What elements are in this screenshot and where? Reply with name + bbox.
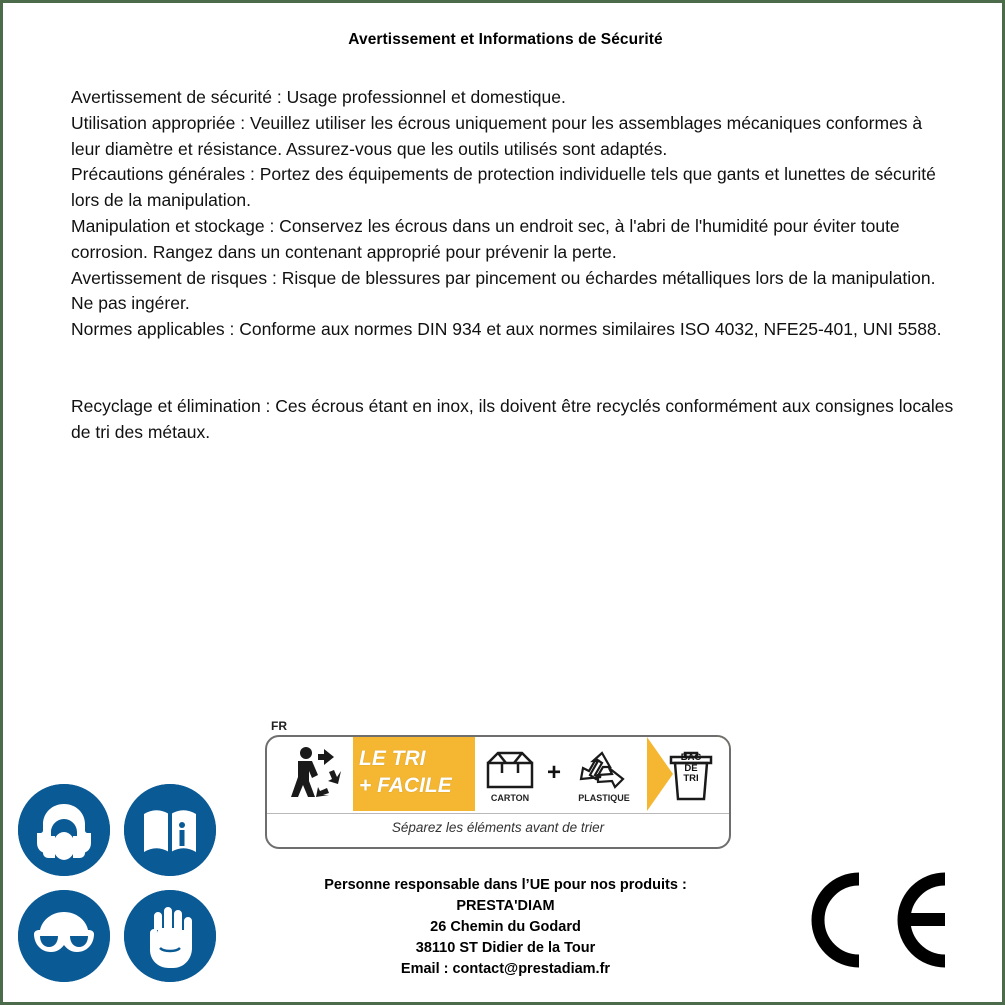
plus-icon: + <box>547 759 562 786</box>
bin-label-line1: BAC <box>680 752 702 763</box>
responsible-company: PRESTA'DIAM <box>456 898 555 914</box>
plastic-recycle-icon <box>573 749 631 791</box>
responsible-heading: Personne responsable dans l’UE pour nos produits : <box>324 877 687 893</box>
safety-information-body <box>71 85 956 446</box>
ear-protection-icon <box>18 784 110 876</box>
bin-label-line2: DE <box>684 762 698 774</box>
carton-label: CARTON <box>490 793 530 803</box>
recycling-label <box>265 719 727 854</box>
read-instructions-icon <box>124 784 216 876</box>
responsible-email: Email : contact@prestadiam.fr <box>400 961 611 977</box>
triman-figure-icon <box>277 743 351 805</box>
carton-icon <box>482 749 538 791</box>
triman-caption: Séparez les éléments avant de trier <box>267 813 729 835</box>
triman-language-label: FR <box>271 719 287 733</box>
paragraph-applicable-standards: Normes applicables : Conforme aux normes DIN 934 et aux normes similaires ISO 4032, NFE25-401, UNI 5588. <box>71 319 942 340</box>
paragraph-spacer <box>71 343 956 394</box>
paragraph-recycling: Recyclage et élimination : Ces écrous étant en inox, ils doivent être recyclés conformément aux consignes locales de tri des métaux. <box>71 395 954 442</box>
paragraph-handling-storage: Manipulation et stockage : Conservez les écrous dans un endroit sec, à l'abri de l'humidité pour éviter toute corrosion. Rangez dans un contenant approprié pour prévenir la perte. <box>71 215 900 262</box>
ce-mark-icon <box>803 865 953 975</box>
responsible-address-line1: 26 Chemin du Godard <box>430 919 581 935</box>
responsible-address-line2: 38110 ST Didier de la Tour <box>415 940 596 956</box>
triman-slogan-line2: + FACILE <box>359 774 452 797</box>
paragraph-safety-warning: Avertissement de sécurité : Usage professionnel et domestique. <box>71 87 566 107</box>
paragraph-general-precautions: Précautions générales : Portez des équipements de protection individuelle tels que gants et lunettes de sécurité lors de la manipulation. <box>71 164 936 211</box>
page-title: Avertissement et Informations de Sécurité <box>348 31 663 48</box>
paragraph-appropriate-use: Utilisation appropriée : Veuillez utiliser les écrous uniquement pour les assemblages mécaniques conformes à leur diamètre et résistance. Assurez-vous que les outils utilisés sont adaptés. <box>71 112 923 159</box>
bin-label-line3: TRI <box>683 773 699 784</box>
paragraph-risk-warning: Avertissement de risques : Risque de blessures par pincement ou échardes métalliques lors de la manipulation. Ne pas ingérer. <box>71 267 936 314</box>
triman-slogan-line1: LE TRI <box>359 747 426 770</box>
triman-slogan <box>359 745 471 799</box>
plastique-label: PLASTIQUE <box>578 793 630 803</box>
bin-label <box>663 753 719 785</box>
triman-box <box>265 735 731 849</box>
